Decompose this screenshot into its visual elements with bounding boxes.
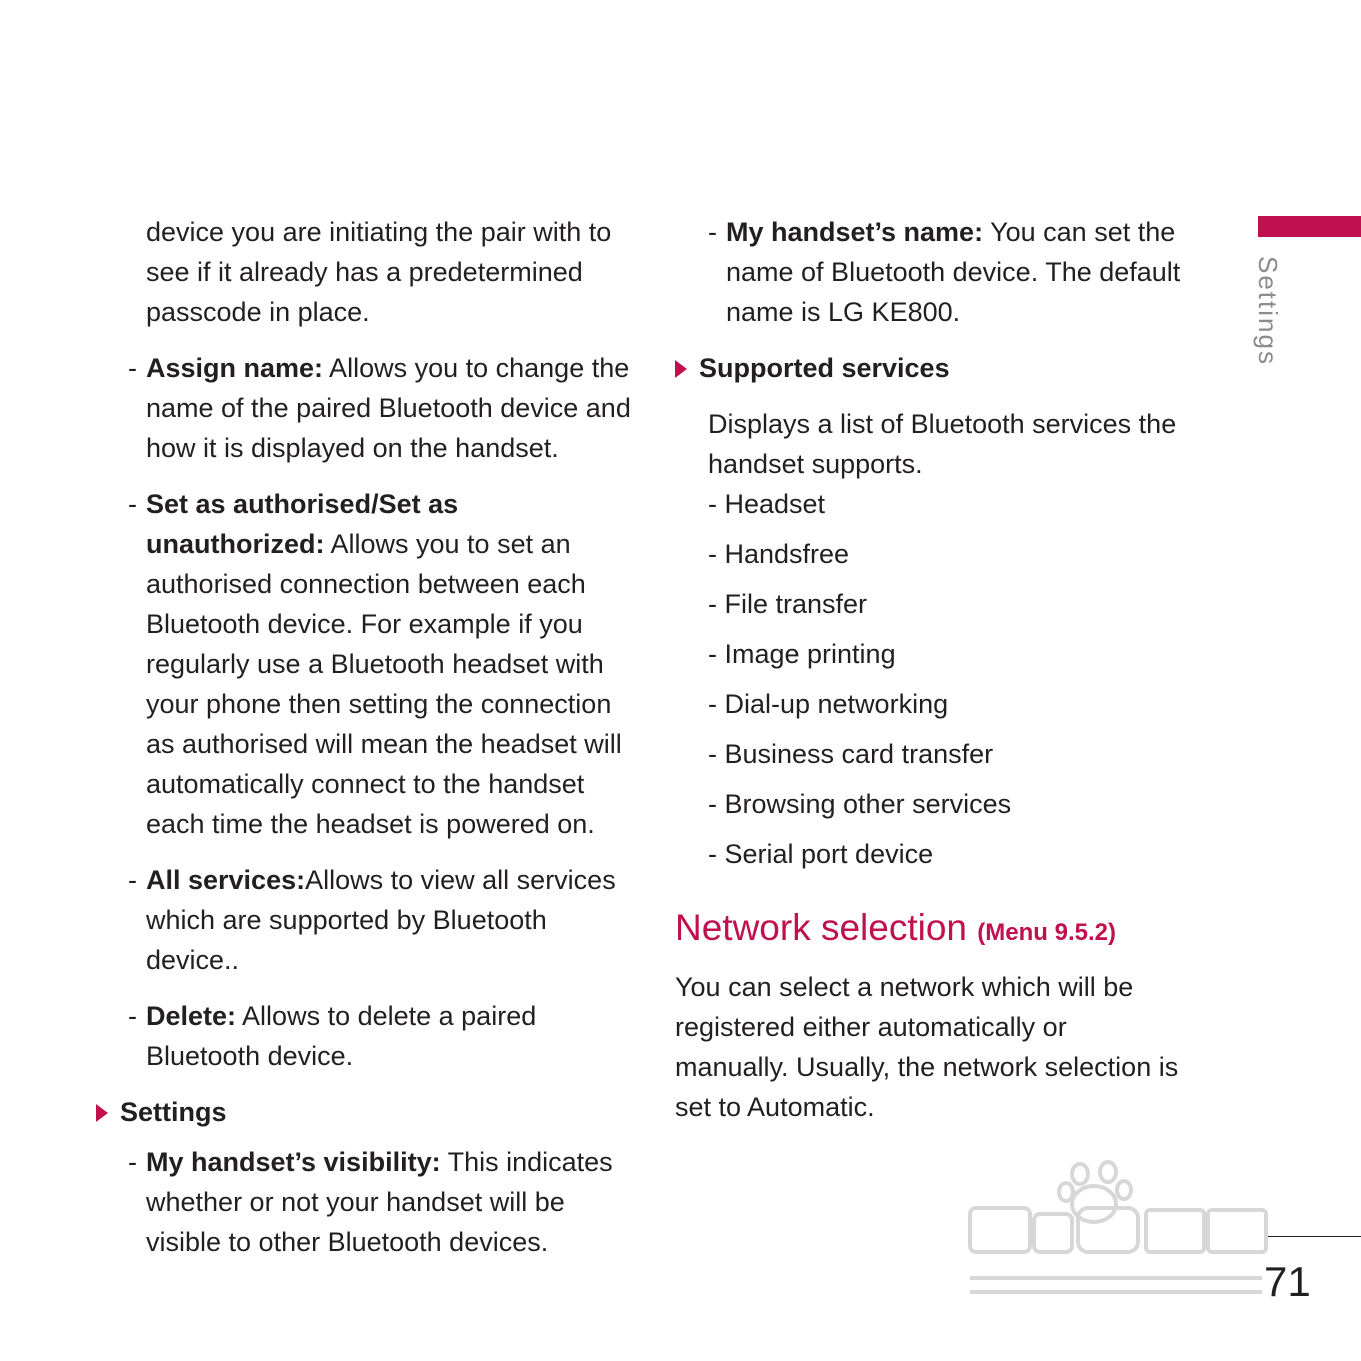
watermark-logo-icon <box>962 1158 1272 1308</box>
all-services-term: All services: <box>146 865 306 895</box>
settings-subheading <box>96 1092 636 1132</box>
set-authorised-term: Set as authorised/Set as unauthorized: <box>146 489 459 559</box>
triangle-bullet-icon <box>96 1104 108 1122</box>
triangle-bullet-icon <box>675 360 687 378</box>
service-item: - File transfer <box>708 589 868 619</box>
set-authorised-text: Allows you to set an authorised connection between each Bluetooth device. For example if you regularly use a Bluetooth headset with your phone then setting the connection as authorised will mean the headset will automatically connect to the handset each time the headset is powered on. <box>146 529 622 839</box>
set-authorised-item <box>96 484 636 844</box>
supported-services-intro: Displays a list of Bluetooth services the handset supports. <box>708 409 1177 479</box>
assign-name-term: Assign name: <box>146 353 324 383</box>
settings-heading-text: Settings <box>120 1097 227 1127</box>
assign-name-item <box>96 348 636 468</box>
service-item: - Headset <box>708 489 826 519</box>
left-column <box>96 212 636 1262</box>
all-services-item <box>96 860 636 980</box>
handset-name-item <box>675 212 1185 332</box>
page-number-rule <box>1268 1236 1361 1237</box>
network-selection-text: You can select a network which will be registered either automatically or manually. Usually, the network selection is set to Automatic. <box>675 972 1179 1122</box>
handset-name-text: You can set the name of Bluetooth device. The default name is LG KE800. <box>726 217 1181 327</box>
page-number: 71 <box>1264 1258 1311 1305</box>
service-item: - Serial port device <box>708 839 934 869</box>
handset-name-term: My handset’s name: <box>726 217 984 247</box>
assign-name-text: Allows you to change the name of the paired Bluetooth device and how it is displayed on the handset. <box>146 353 631 463</box>
visibility-text: This indicates whether or not your handset will be visible to other Bluetooth devices. <box>146 1147 613 1257</box>
service-item: - Business card transfer <box>708 739 994 769</box>
supported-services-subheading <box>675 348 1185 388</box>
continuation-text: device you are initiating the pair with to see if it already has a predetermined passcode in place. <box>146 217 612 327</box>
dash: - <box>128 353 137 383</box>
service-item: - Dial-up networking <box>708 689 949 719</box>
right-column <box>675 212 1185 1127</box>
dash: - <box>128 489 137 519</box>
visibility-term: My handset’s visibility: <box>146 1147 441 1177</box>
all-services-text: Allows to view all services which are supported by Bluetooth device.. <box>146 865 616 975</box>
network-selection-title: Network selection <box>675 907 968 948</box>
section-side-label: Settings <box>1253 256 1283 366</box>
dash: - <box>708 217 717 247</box>
dash: - <box>128 865 137 895</box>
service-item: - Image printing <box>708 639 896 669</box>
service-item: - Browsing other services <box>708 789 1012 819</box>
delete-item <box>96 996 636 1076</box>
dash: - <box>128 1147 137 1177</box>
service-item: - Handsfree <box>708 539 850 569</box>
network-selection-menu-ref: (Menu 9.5.2) <box>977 919 1116 946</box>
supported-services-heading-text: Supported services <box>699 353 950 383</box>
network-selection-heading <box>675 900 1185 961</box>
section-tab-marker <box>1258 216 1361 237</box>
delete-text: Allows to delete a paired Bluetooth device. <box>146 1001 537 1071</box>
visibility-item <box>96 1142 636 1262</box>
delete-term: Delete: <box>146 1001 237 1031</box>
dash: - <box>128 1001 137 1031</box>
